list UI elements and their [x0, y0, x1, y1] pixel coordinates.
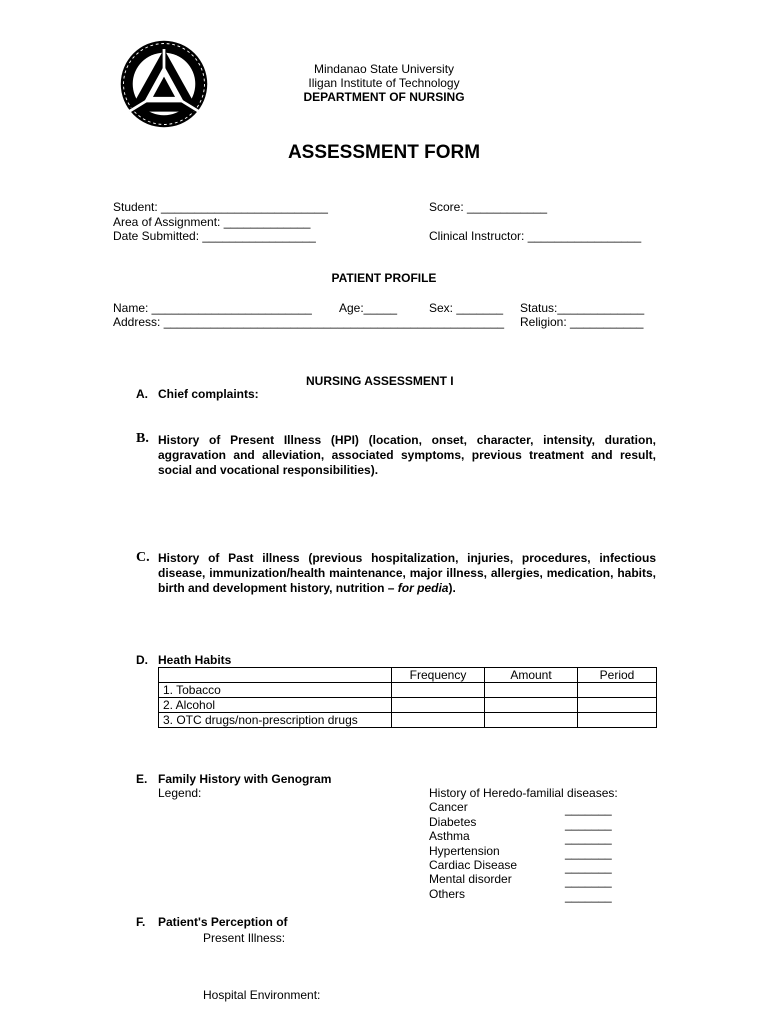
patient-sex-field[interactable]: Sex: _______ [429, 301, 504, 315]
habit-tobacco: 1. Tobacco [159, 683, 392, 698]
disease-cancer: Cancer [429, 800, 468, 814]
disease-hypertension: Hypertension [429, 844, 500, 858]
student-field[interactable]: Student: _________________________ [113, 200, 328, 214]
date-submitted-field[interactable]: Date Submitted: _________________ [113, 229, 316, 243]
table-header-cell [159, 668, 392, 683]
patient-status-field[interactable]: Status:_____________ [520, 301, 645, 315]
section-e-letter: E. [136, 772, 148, 786]
disease-blank[interactable]: _______ [565, 831, 612, 845]
disease-others: Others [429, 887, 466, 901]
disease-blank[interactable]: _______ [565, 817, 612, 831]
department-name: DEPARTMENT OF NURSING [303, 90, 465, 104]
table-row [159, 698, 657, 713]
heredo-familial-title: History of Heredo-familial diseases: [429, 786, 618, 800]
past-illness-text: History of Past illness (previous hospitalization, injuries, procedures, infectious disease, immunization/health maintenance, major illness, allergies, medication, habits, birth and development history, nutrition – [158, 551, 656, 595]
hospital-environment-label: Hospital Environment: [203, 988, 321, 1002]
patient-profile-heading: PATIENT PROFILE [331, 271, 437, 285]
section-f-letter: F. [136, 915, 146, 929]
hpi-paragraph: History of Present Illness (HPI) (location, onset, character, intensity, duration, aggravation and alleviation, associated symptoms, previous treatment and result, social and vocational responsibilities). [158, 433, 656, 477]
for-pedia-text: for pedia [397, 581, 449, 595]
table-cell[interactable] [392, 683, 485, 698]
section-c-letter: C. [136, 550, 150, 565]
family-history-label: Family History with Genogram [158, 772, 332, 786]
table-cell[interactable] [485, 698, 578, 713]
heath-habits-label: Heath Habits [158, 653, 232, 667]
legend-label: Legend: [158, 786, 202, 800]
table-cell[interactable] [578, 698, 657, 713]
chief-complaints-label: Chief complaints: [158, 387, 259, 401]
table-row [159, 713, 657, 728]
university-seal-logo [118, 38, 210, 130]
table-cell[interactable] [485, 713, 578, 728]
table-row [159, 683, 657, 698]
logo-year: 1968 [157, 103, 171, 110]
table-cell[interactable] [578, 713, 657, 728]
disease-mental-disorder: Mental disorder [429, 872, 512, 886]
period-header: Period [578, 668, 657, 683]
patient-name-field[interactable]: Name: ________________________ [113, 301, 312, 315]
habit-otc-drugs: 3. OTC drugs/non-prescription drugs [159, 713, 392, 728]
section-b-letter: B. [136, 431, 149, 446]
section-a-letter: A. [136, 387, 148, 401]
table-cell[interactable] [392, 698, 485, 713]
patient-perception-label: Patient's Perception of [158, 915, 288, 929]
table-cell[interactable] [392, 713, 485, 728]
clinical-instructor-field[interactable]: Clinical Instructor: _________________ [429, 229, 642, 243]
table-cell[interactable] [578, 683, 657, 698]
area-of-assignment-field[interactable]: Area of Assignment: _____________ [113, 215, 311, 229]
university-name: Mindanao State University [313, 62, 455, 76]
form-title: ASSESSMENT FORM [287, 142, 481, 163]
table-header-row [159, 668, 657, 683]
nursing-assessment-heading: NURSING ASSESSMENT I [306, 374, 454, 388]
patient-religion-field[interactable]: Religion: ___________ [520, 315, 644, 329]
disease-diabetes: Diabetes [429, 815, 477, 829]
patient-age-field[interactable]: Age:_____ [339, 301, 398, 315]
table-cell[interactable] [485, 683, 578, 698]
disease-cardiac: Cardiac Disease [429, 858, 518, 872]
section-d-letter: D. [136, 653, 148, 667]
institute-name: Iligan Institute of Technology [308, 76, 460, 90]
amount-header: Amount [485, 668, 578, 683]
disease-asthma: Asthma [429, 829, 470, 843]
disease-blank[interactable]: _______ [565, 802, 612, 816]
past-illness-end: ). [448, 581, 456, 595]
habit-alcohol: 2. Alcohol [159, 698, 392, 713]
disease-blank[interactable]: _______ [565, 860, 612, 874]
frequency-header: Frequency [392, 668, 485, 683]
past-illness-paragraph [158, 551, 656, 596]
present-illness-label: Present Illness: [203, 931, 286, 945]
health-habits-table [158, 667, 657, 728]
disease-blank[interactable]: _______ [565, 874, 612, 888]
score-field[interactable]: Score: ____________ [429, 200, 548, 214]
disease-blank[interactable]: _______ [565, 846, 612, 860]
patient-address-field[interactable]: Address: ___________________________________________________ [113, 315, 505, 329]
institution-header [270, 62, 498, 104]
disease-blank[interactable]: _______ [565, 889, 612, 903]
